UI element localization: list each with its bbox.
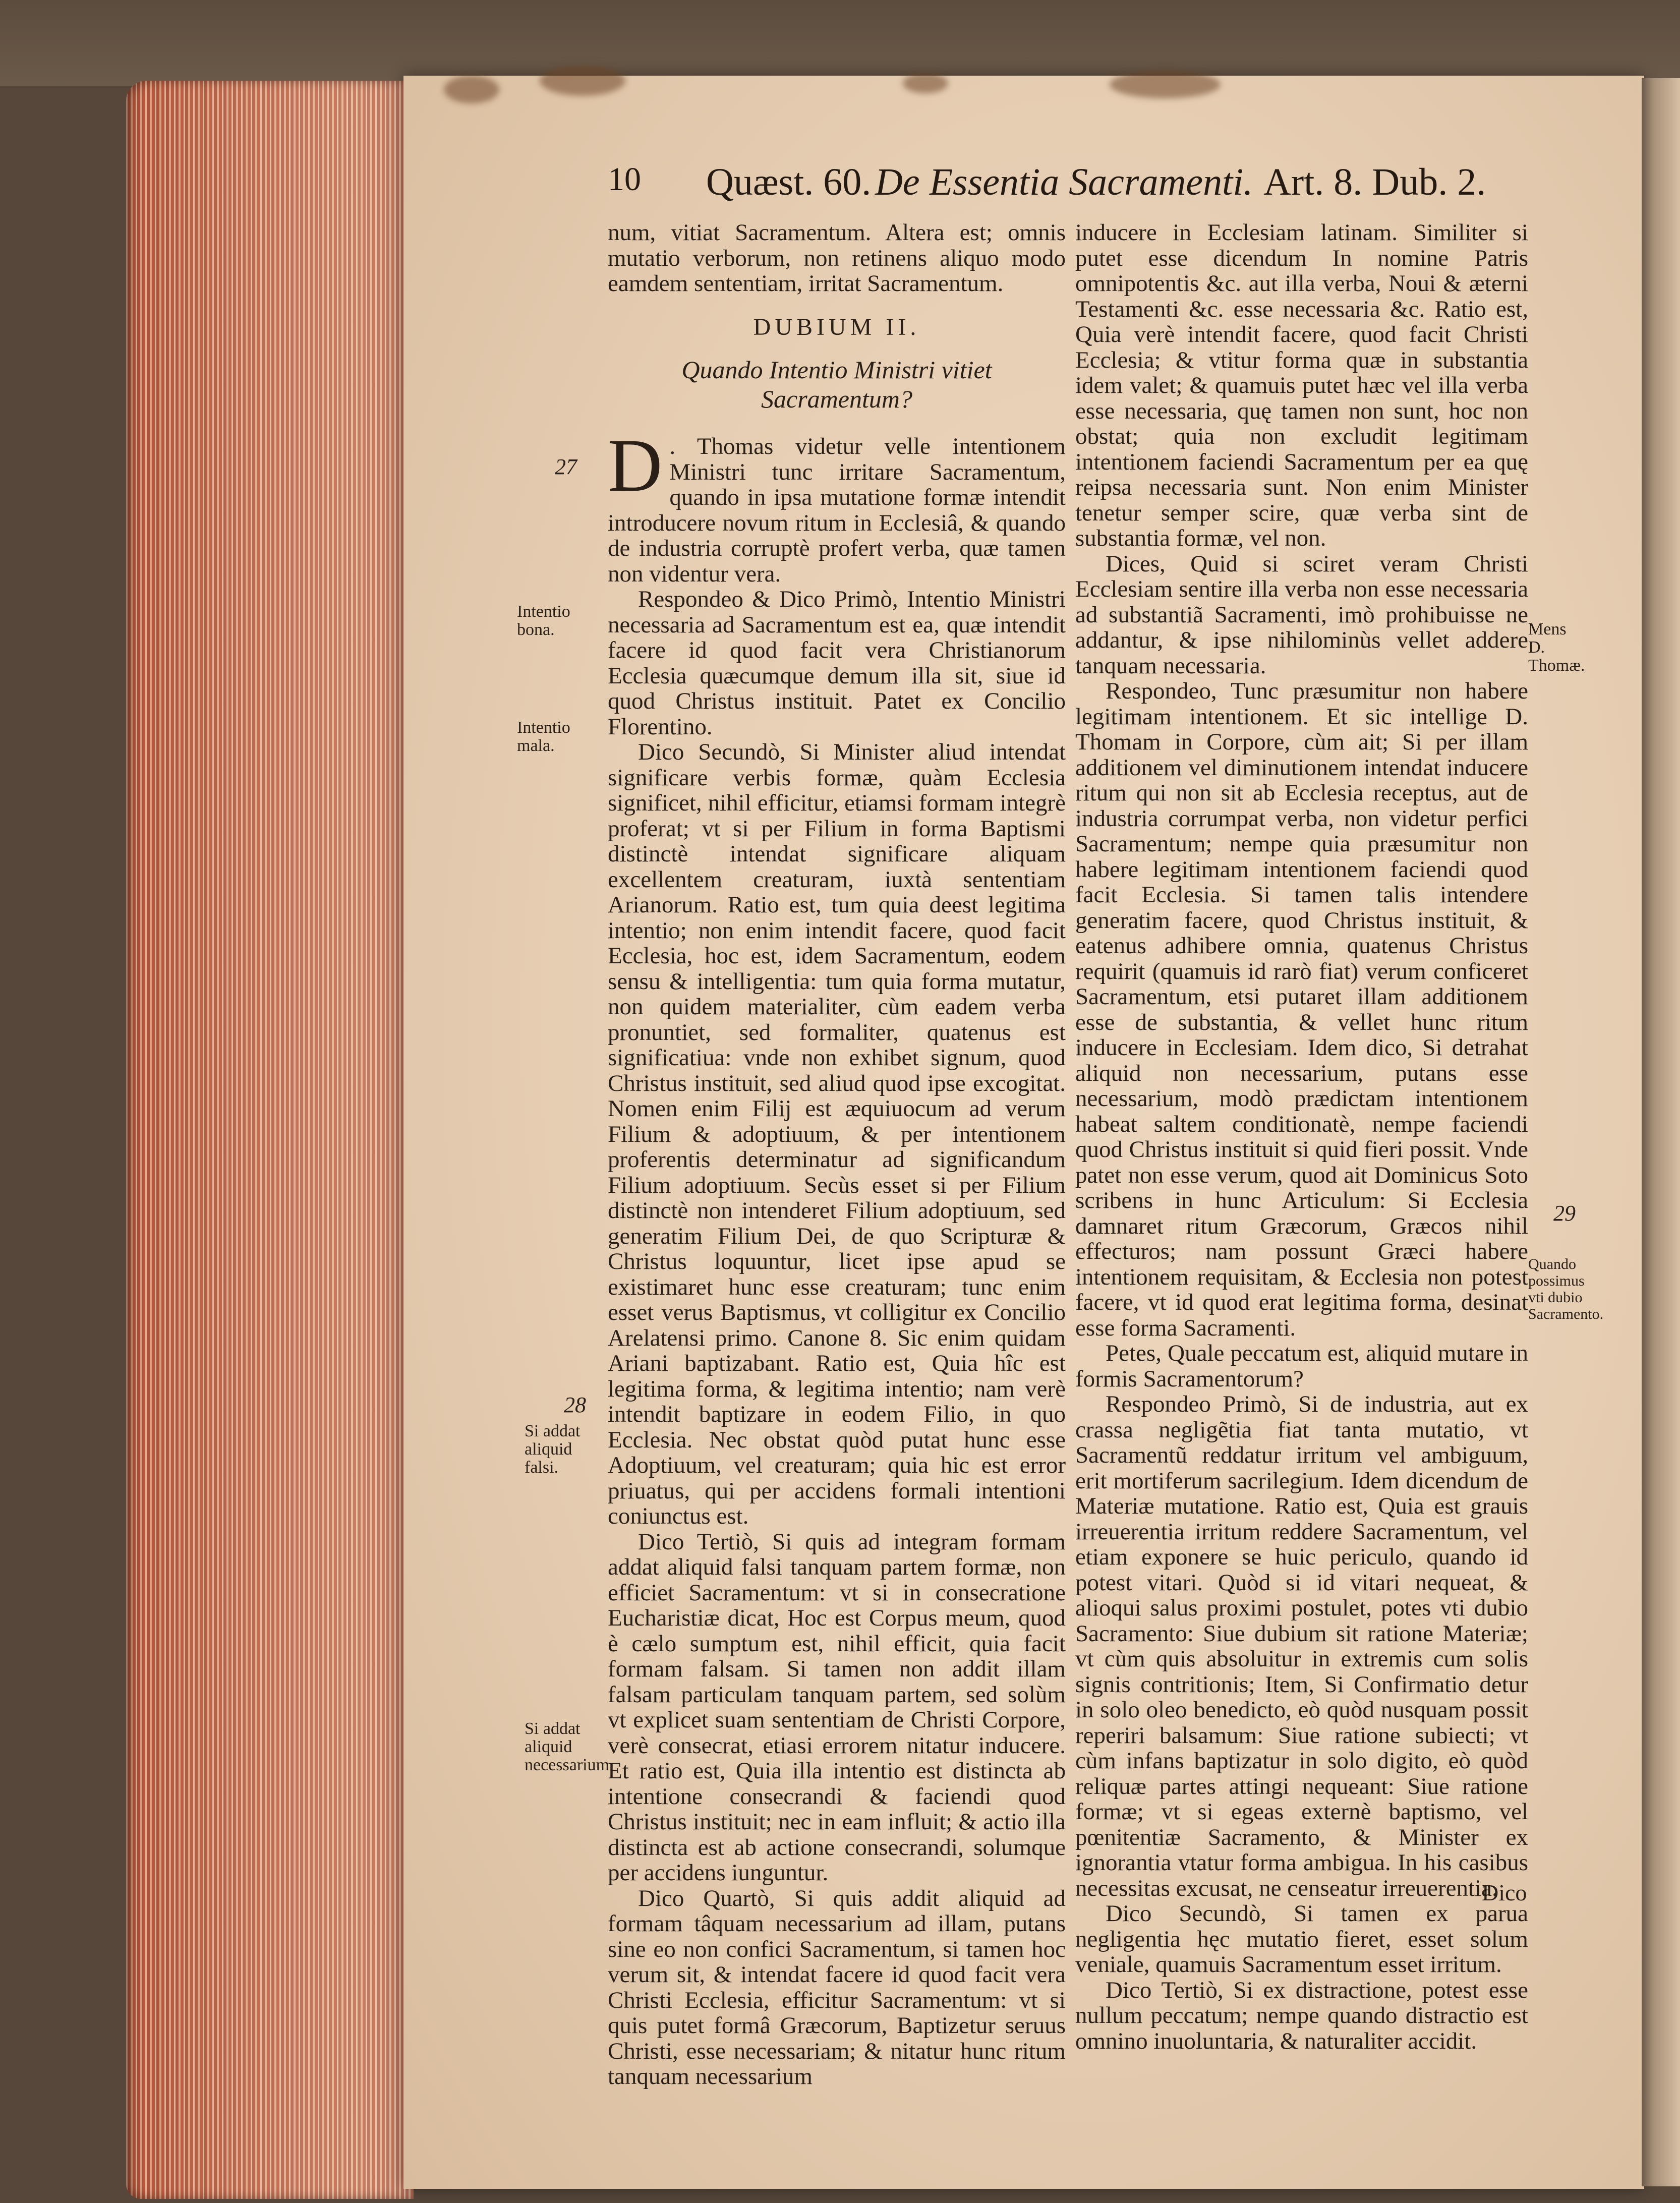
- drop-cap: D: [608, 424, 663, 507]
- margin-number-29: 29: [1553, 1201, 1576, 1226]
- page-edges-fore-edge: [126, 81, 414, 2199]
- margin-note-quando-possimus: Quando possimus vti dubio Sacramento.: [1528, 1256, 1604, 1322]
- right-text-column: [1075, 220, 1528, 2054]
- margin-number-27: 27: [555, 454, 577, 479]
- catchword: Dico: [1482, 1880, 1527, 1905]
- paragraph: Dico Secundò, Si tamen ex parua negligentia hęc mutatio fieret, esset solum veniale, quamuis Sacramentum esset irritum.: [1075, 1900, 1528, 1978]
- paragraph: Petes, Quale peccatum est, aliquid mutare in formis Sacramentorum?: [1075, 1340, 1528, 1392]
- book-top-shadow: [0, 0, 1680, 86]
- header-title: De Essentia Sacramenti.: [875, 161, 1253, 203]
- intro-paragraph: num, vitiat Sacramentum. Altera est; omnis mutatio verborum, non retinens aliquo modo eamdem sententiam, irritat Sacramentum.: [608, 219, 1066, 297]
- facing-page-edge: [1642, 78, 1680, 2186]
- stain: [444, 76, 499, 103]
- header-quaestio: Quæst. 60.: [706, 161, 872, 203]
- header-article: Art. 8. Dub. 2.: [1263, 161, 1486, 203]
- margin-note-si-addat-falsi: Si addat aliquid falsi.: [525, 1422, 581, 1477]
- paragraph: Respondeo & Dico Primò, Intentio Ministri necessaria ad Sacramentum est ea, quæ intendit facere id quod facit vera Christianorum Ecclesia quæcumque demum illa sit, siue id quod Christus instituit. Patet ex Concilio Florentino.: [608, 586, 1066, 740]
- paragraph: Dico Tertiò, Si quis ad integram formam addat aliquid falsi tanquam partem formæ, non efficiet Sacramentum: vt si in consecratione Eucharistiæ dicat, Hoc est Corpus meum, quod è cælo sumptum est, nihil efficit, quia facit formam falsam. Si tamen non addit illam falsam particulam tanquam partem, sed solùm vt explicet suam sententiam de Christi Corpore, verè consecrat, etiasi errorem nitatur inducere. Et ratio est, Quia illa intentio est distincta ab intentione consecrandi & faciendi quod Christus instituit; nec in eam influit; & actio illa distincta est ab actione consecrandi, solumque per accidens iunguntur.: [608, 1528, 1066, 1886]
- page-number: 10: [608, 161, 641, 198]
- paragraph: Dices, Quid si sciret veram Christi Ecclesiam sentire illa verba non esse necessaria ad substantiã Sacramenti, imò prohibuisse ne addantur, & ipse nihilominùs vellet addere tanquam necessaria.: [1075, 550, 1528, 679]
- margin-note-mens-thomae: Mens D. Thomæ.: [1528, 620, 1585, 675]
- dubium-heading: DUBIUM II.: [753, 313, 920, 340]
- dubium-question: Quando Intentio Ministri vitiet Sacramentum?: [681, 356, 992, 413]
- paragraph: Respondeo Primò, Si de industria, aut ex crassa negligẽtia fiat tanta mutatio, vt Sacramentũ reddatur irritum vel ambiguum, erit mortiferum sacrilegium. Idem dicendum de Materiæ mutatione. Ratio est, Quia est grauis irreuerentia irritum reddere Sacramentum, vel etiam exponere se huic periculo, quando id potest vitari. Quòd si id vitari nequeat, & alioqui salus proximi postulet, potes vti dubio Sacramento: Siue dubium sit ratione Materiæ; vt cùm quis absoluitur in extremis cum solis signis contritionis; Item, Si Confirmatio detur in solo oleo benedicto, eò quòd nusquam possit reperiri balsamum: Siue ratione subiecti; vt cùm infans baptizatur in solo digito, eò quòd reliquæ partes attingi nequeant: Siue ratione formæ; vt si egeas externè baptismo, vel pœnitentiæ Sacramento, & Minister ex ignorantia vtatur forma ambigua. In his casibus necessitas excusat, ne censeatur irreuerentia.: [1075, 1391, 1528, 1901]
- margin-note-intentio-mala: Intentio mala.: [517, 718, 570, 755]
- paragraph: inducere in Ecclesiam latinam. Similiter si putet esse dicendum In nomine Patris omnipotentis &c. aut illa verba, Noui & æterni Testamenti &c. esse necessaria &c. Ratio est, Quia verè intendit facere, quod facit Christi Ecclesia; & vtitur forma quæ in substantia idem valet; & quamuis putet hæc vel illa verba esse necessaria, quę tamen non sunt, hoc non obstat; quia non excludit legitimam intentionem faciendi Sacramentum per ea quę reipsa necessaria sunt. Non enim Minister tenetur semper scire, quæ verba sint de substantia formæ, vel non.: [1075, 219, 1528, 551]
- paragraph: Respondeo, Tunc præsumitur non habere legitimam intentionem. Et sic intellige D. Thomam in Corpore, cùm ait; Si per illam additionem vel diminutionem intendat inducere ritum qui non sit ab Ecclesia receptus, aut de industria corrumpat verba, non videtur perfici Sacramentum; nempe quia præsumitur non habere legitimam intentionem faciendi quod facit Ecclesia. Si tamen talis intendere generatim facere, quod Christus instituit, & eatenus adhibere omnia, quatenus Christus requirit (quamuis id rarò fiat) verum conficeret Sacramentum, etsi putaret illam additionem esse de substantia, & vellet hunc ritum inducere in Ecclesiam. Idem dico, Si detrahat aliquid non necessarium, putans esse necessarium, modò prædictam intentionem habeat saltem conditionatè, nempe faciendi quod Christus instituit si quid fieri possit. Vnde patet non esse verum, quod ait Dominicus Soto scribens in hunc Articulum: Si Ecclesia damnaret ritum Græcorum, Græcos nihil effecturos; nam possunt Græci habere intentionem requisitam, & Ecclesia non potest facere, vt id quod erat legitima forma, desinat esse forma Sacramenti.: [1075, 678, 1528, 1341]
- stain: [1110, 71, 1221, 98]
- margin-note-intentio-bona: Intentio bona.: [517, 602, 570, 639]
- margin-note-si-addat-necessarium: Si addat aliquid necessarium.: [525, 1719, 614, 1774]
- running-header: [608, 160, 1521, 216]
- left-text-column: [608, 220, 1066, 2090]
- paragraph: Dico Quartò, Si quis addit aliquid ad formam tâquam necessarium ad illam, putans sine eo non confici Sacramentum, si tamen hoc verum sit, & intendat facere id quod facit vera Christi Ecclesia, efficitur Sacramentum: vt si quis putet formâ Græcorum, Baptizetur seruus Christi, esse necessariam; & nitatur hunc ritum tanquam necessarium: [608, 1885, 1066, 2090]
- stain: [903, 73, 948, 93]
- margin-number-28: 28: [564, 1393, 586, 1417]
- paragraph-text: . Thomas videtur velle intentionem Ministri tunc irritare Sacramentum, quando in ipsa mutatione formæ intendit introducere novum ritum in Ecclesiâ, & quando de industria corruptè profert verba, quæ tamen non videntur vera.: [608, 433, 1066, 587]
- paragraph: [608, 424, 1066, 587]
- paragraph: Dico Tertiò, Si ex distractione, potest esse nullum peccatum; nempe quando distractio est omnino inuoluntaria, & naturaliter accidit.: [1075, 1977, 1528, 2054]
- stain: [540, 66, 625, 96]
- paragraph: Dico Secundò, Si Minister aliud intendat significare verbis formæ, quàm Ecclesia significet, nihil efficitur, etiamsi formam integrè proferat; vt si per Filium in forma Baptismi distinctè intendat significare aliquam excellentem creaturam, iuxtà sententiam Arianorum. Ratio est, tum quia deest legitima intentio; non enim intendit facere, quod facit Ecclesia, hoc est, idem Sacramentum, eodem sensu & intelligentia: tum quia forma mutatur, non quidem materialiter, cùm eadem verba pronuntiet, sed formaliter, quatenus est significatiua: vnde non exhibet signum, quod Christus instituit, sed aliud quod ipse excogitat. Nomen enim Filij est æquiuocum ad verum Filium & adoptiuum, & per intentionem proferentis determinatur ad significandum Filium adoptiuum. Secùs esset si per Filium distinctè non intenderet Filium adoptiuum, sed generatim Filium Dei, de quo Scripturæ & Christus loquuntur, licet ipse apud se existimaret hunc esse creaturam; tunc enim esset verus Baptismus, vt colligitur ex Concilio Arelatensi primo. Canone 8. Sic enim quidam Ariani baptizabant. Ratio est, Quia hîc est legitima forma, & legitima intentio; nam verè intendit baptizare in eodem Filio, in quo Ecclesia. Nec obstat quòd putat hunc esse Adoptiuum, vel creaturam; quia hic est error priuatus, qui per accidens formali intentioni coniunctus est.: [608, 739, 1066, 1529]
